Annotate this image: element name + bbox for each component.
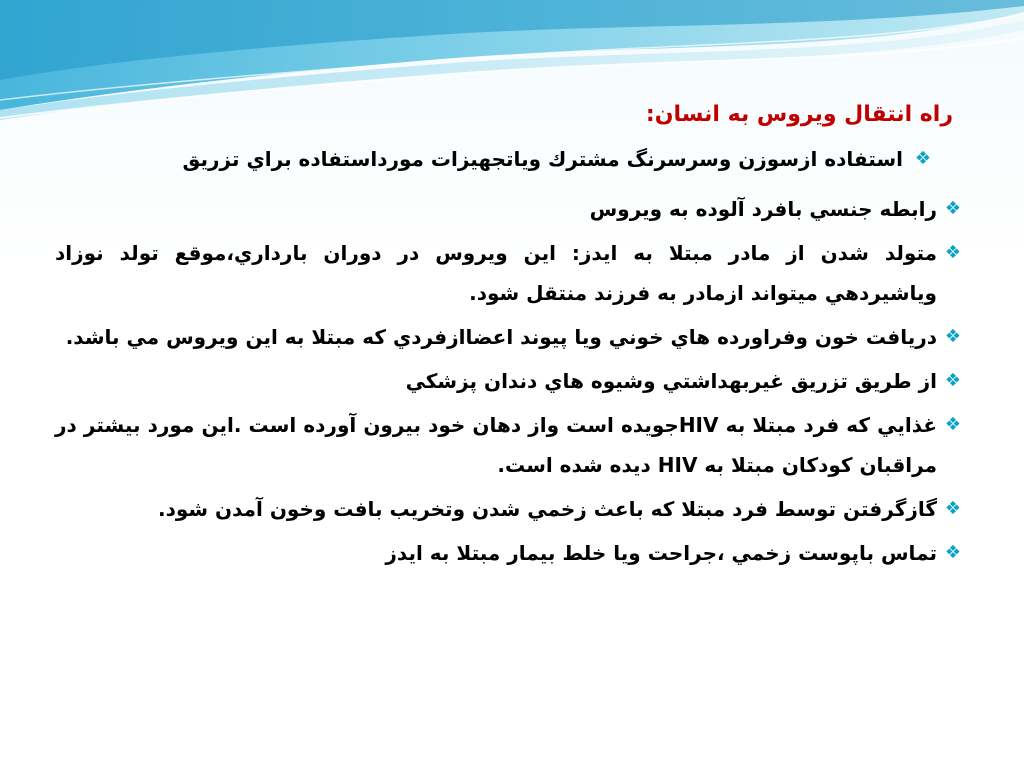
bullet-list bbox=[55, 139, 965, 573]
bullet-item-6 bbox=[55, 405, 965, 485]
diamond-four-icon: ❖ bbox=[914, 148, 932, 169]
bullet-item-3 bbox=[55, 233, 965, 313]
hiv-term: HIV bbox=[657, 453, 698, 477]
bullet-text-part-a: غذايي كه فرد مبتلا به bbox=[718, 413, 937, 437]
hiv-term: HIV bbox=[678, 413, 719, 437]
bullet-item-4 bbox=[55, 317, 965, 357]
diamond-four-icon: ❖ bbox=[944, 198, 962, 219]
bullet-text: متولد شدن از مادر مبتلا به ايدز: اين ويروس در دوران بارداري،موقع تولد نوزاد وياشيردهي ميتواند ازمادر به فرزند منتقل شود. bbox=[55, 241, 937, 305]
bullet-text: از طريق تزريق غيربهداشتي وشيوه هاي دندان پزشكي bbox=[405, 369, 937, 393]
bullet-text: استفاده ازسوزن وسرسرنگ مشترك وياتجهيزات مورداستفاده براي تزريق bbox=[182, 147, 903, 171]
bullet-text: گازگرفتن توسط فرد مبتلا كه باعث زخمي شدن وتخريب بافت وخون آمدن شود. bbox=[158, 497, 937, 521]
diamond-four-icon: ❖ bbox=[944, 242, 962, 263]
slide-content bbox=[55, 95, 965, 577]
bullet-text: رابطه جنسي بافرد آلوده به ويروس bbox=[589, 197, 937, 221]
bullet-text: تماس باپوست زخمي ،جراحت ويا خلط بيمار مبتلا به ايدز bbox=[385, 541, 937, 565]
bullet-text-part-b: جويده است واز دهان خود بيرون آورده است .اين مورد بيشتر در مراقبان كودكان مبتلا به bbox=[55, 413, 937, 477]
bullet-item-5 bbox=[55, 361, 965, 401]
bullet-item-7 bbox=[55, 489, 965, 529]
bullet-text-part-c: ديده شده است. bbox=[497, 453, 658, 477]
diamond-four-icon: ❖ bbox=[944, 326, 962, 347]
diamond-four-icon: ❖ bbox=[944, 370, 962, 391]
diamond-four-icon: ❖ bbox=[944, 414, 962, 435]
diamond-four-icon: ❖ bbox=[944, 498, 962, 519]
bullet-item-2 bbox=[55, 189, 965, 229]
slide-title: راه انتقال ويروس به انسان: bbox=[645, 102, 953, 127]
bullet-item-1 bbox=[55, 139, 965, 179]
diamond-four-icon: ❖ bbox=[944, 542, 962, 563]
bullet-text: دريافت خون وفراورده هاي خوني ويا پيوند اعضاازفردي كه مبتلا به اين ويروس مي باشد. bbox=[65, 325, 937, 349]
bullet-item-8 bbox=[55, 533, 965, 573]
